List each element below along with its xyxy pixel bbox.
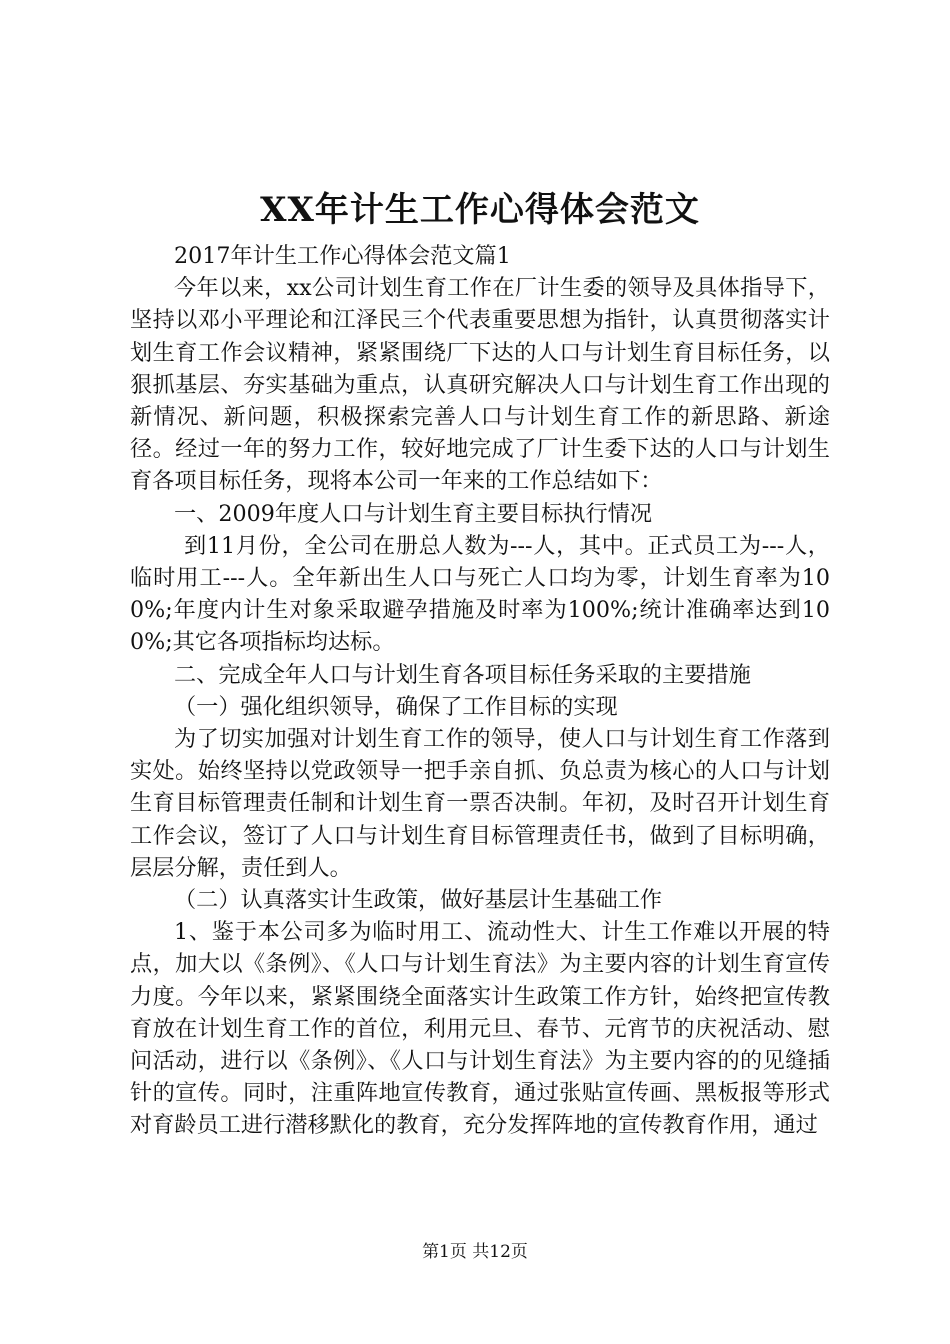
body-paragraph: 今年以来，xx公司计划生育工作在厂计生委的领导及具体指导下，坚持以邓小平理论和江泽民三个代表重要思想为指针，认真贯彻落实计划生育工作会议精神，紧紧围绕厂下达的人口与计划生育目标任务，以狠抓基层、夯实基础为重点，认真研究解决人口与计划生育工作出现的新情况、新问题，积极探索完善人口与计划生育工作的新思路、新途径。经过一年的努力工作，较好地完成了厂计生委下达的人口与计划生育各项目标任务，现将本公司一年来的工作总结如下： bbox=[130, 275, 830, 495]
document-title: XX年计生工作心得体会范文 bbox=[260, 190, 700, 230]
body-paragraph: 为了切实加强对计划生育工作的领导，使人口与计划生育工作落到实处。始终坚持以党政领导一把手亲自抓、负总责为核心的人口与计划生育目标管理责任制和计划生育一票否决制。年初，及时召开计划生育工作会议，签订了人口与计划生育目标管理责任书，做到了目标明确，层层分解，责任到人。 bbox=[130, 726, 830, 881]
body-paragraph: 1、鉴于本公司多为临时用工、流动性大、计生工作难以开展的特点，加大以《条例》、《人口与计划生育法》为主要内容的计划生育宣传力度。今年以来，紧紧围绕全面落实计生政策工作方针，始终把宣传教育放在计划生育工作的首位，利用元旦、春节、元宵节的庆祝活动、慰问活动，进行以《条例》、《人口与计划生育法》为主要内容的的见缝插针的宣传。同时，注重阵地宣传教育，通过张贴宣传画、黑板报等形式对育龄员工进行潜移默化的教育，充分发挥阵地的宣传教育作用，通过 bbox=[130, 919, 830, 1139]
page-footer: 第1页 共12页 bbox=[422, 1242, 528, 1262]
document-page bbox=[130, 180, 830, 1142]
section-heading: 2017年计生工作心得体会范文篇1 bbox=[174, 243, 511, 269]
subsection-heading: （一）强化组织领导，确保了工作目标的实现 bbox=[174, 693, 618, 720]
section-heading: 二、完成全年人口与计划生育各项目标任务采取的主要措施 bbox=[174, 661, 751, 688]
subsection-heading: （二）认真落实计生政策，做好基层计生基础工作 bbox=[174, 887, 663, 914]
section-heading: 一、2009年度人口与计划生育主要目标执行情况 bbox=[174, 500, 653, 527]
body-paragraph: 到11月份，全公司在册总人数为---人，其中。正式员工为---人，临时用工---人。全年新出生人口与死亡人口均为零，计划生育率为100%;年度内计生对象采取避孕措施及时率为100%;统计准确率达到100%;其它各项指标均达标。 bbox=[130, 532, 830, 656]
